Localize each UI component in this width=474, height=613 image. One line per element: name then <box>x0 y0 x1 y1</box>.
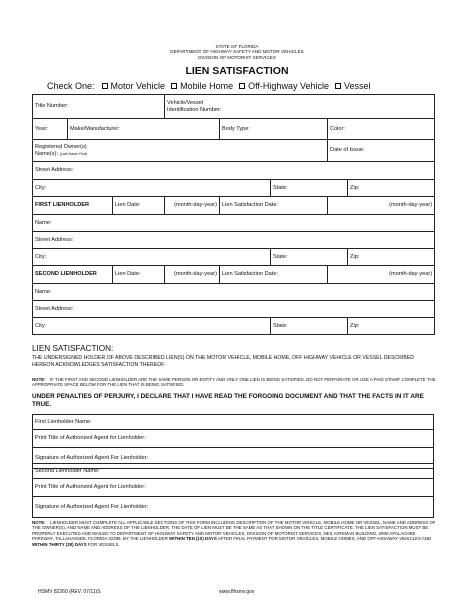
checkbox-mobile-home[interactable] <box>171 83 177 89</box>
first-satisfaction-date-field[interactable]: Lien Satisfaction Date: <box>220 197 328 215</box>
make-field[interactable]: Make/Manufacturer: <box>68 119 220 140</box>
year-field[interactable]: Year: <box>33 119 68 140</box>
division-line: DIVISION OF MOTORIST SERVICES <box>198 54 276 60</box>
second-lienholder-name-field[interactable]: Name: <box>33 284 435 301</box>
department-line: DEPARTMENT OF HIGHWAY SAFETY AND MOTOR VEHICLES <box>170 49 304 55</box>
check-one-row <box>47 81 377 91</box>
option-label: Off-Highway Vehicle <box>248 81 329 91</box>
names-label: Name(s): <box>35 150 58 157</box>
names-hint: (Last Name First) <box>59 151 88 156</box>
first-satisfaction-date-hint: (month-day-year) <box>328 197 435 215</box>
second-lienholder-zip-field[interactable]: Zip: <box>348 318 435 335</box>
vin-label-2: Identification Number: <box>167 106 222 113</box>
option-label: Vessel <box>343 81 371 91</box>
option-label: Motor Vehicle <box>110 81 166 91</box>
first-lienholder-heading: FIRST LIENHOLDER <box>33 197 113 215</box>
second-lien-date-hint: (month-day-year) <box>165 266 220 284</box>
first-lienholder-name-field[interactable]: Name: <box>33 215 435 232</box>
vehicle-lien-table <box>32 94 435 335</box>
bottom-note-text-b: AFTER FINAL PAYMENT FOR MOTOR VEHICLES, MOBILE HOMES, AND OFF-HIGHWAY VEHICLES AND <box>216 536 432 542</box>
color-field[interactable]: Color: <box>328 119 435 140</box>
first-lien-date-hint: (month-day-year) <box>165 197 220 215</box>
bottom-note-text-a: LIENHOLDER MUST COMPLETE ALL APPLICABLE SECTIONS OF THIS FORM INCLUDING DESCRIPTION OF THE MOTOR VEHICLE, MOBILE HOME OR VESSEL, NAME AND ADDRESS OF THE OWNER(S), AND NAME AND ADDRESS OF THE LIENHOLDER. THE DATE OF LIEN MUST BE THE SAME AS THAT SHOWN ON THE TITLE CERTIFICATE. THE LIEN SATISFACTION MUST BE PROPERLY EXECUTED AND MAILED TO DEPARTMENT OF HIGHWAY SAFETY AND MOTOR VEHICLES, DIVISION OF MOTORIST SERVICES, NEIL KIRKMAN BUILDING, 2900 APALACHEE PARKWAY, TALLAHASSEE, FLORIDA 32399, BY THE LIENHOLDER <box>32 520 436 542</box>
option-vessel[interactable] <box>335 81 371 91</box>
owner-city-field[interactable]: City: <box>33 180 271 197</box>
bottom-note-bold-b: WITHIN THIRTY (30) DAYS <box>32 541 87 547</box>
second-lienholder-city-field[interactable]: City: <box>33 318 271 335</box>
lien-satisfaction-heading: LIEN SATISFACTION: <box>32 344 114 353</box>
checkbox-vessel[interactable] <box>335 83 341 89</box>
second-lien-date-field[interactable]: Lien Date: <box>113 266 165 284</box>
second-satisfaction-date-field[interactable]: Lien Satisfaction Date: <box>220 266 328 284</box>
second-lienholder-heading: SECOND LIENHOLDER <box>33 266 113 284</box>
body-type-field[interactable]: Body Type: <box>220 119 328 140</box>
vin-field[interactable] <box>165 95 435 119</box>
note-text: IF THE FIRST AND SECOND LIENHOLDER ARE THE SAME PERSON OR ENTITY AND ONLY ONE LIEN IS BEING SATISFIED, DO NOT PERFORATE OR USE A PAID STAMP. COMPLETE THE APPROPRIATE SPACE BELOW FOR THE LIEN THAT IS BEING SATISFIED. <box>32 377 436 388</box>
first-signature-table <box>32 414 434 469</box>
note-label: NOTE: <box>32 377 46 382</box>
first-agent-title-field[interactable]: Print Title of Authorized Agent for Lienholder: <box>33 430 434 448</box>
bottom-note <box>32 520 436 547</box>
second-lienholder-state-field[interactable]: State: <box>271 318 348 335</box>
form-title: LIEN SATISFACTION <box>185 65 289 77</box>
state-line: STATE OF FLORIDA <box>215 44 259 49</box>
registered-owner-label: Registered Owner(s) <box>35 144 87 151</box>
date-of-issue-field[interactable]: Date of Issue: <box>328 140 435 162</box>
bottom-note-bold-a: WITHIN TEN (10) DAYS <box>169 536 217 542</box>
satisfaction-note <box>32 377 436 388</box>
second-satisfaction-date-hint: (month-day-year) <box>328 266 435 284</box>
bottom-note-text-c: FOR VESSELS. <box>86 541 120 547</box>
first-agent-signature-field[interactable]: Signature of Authorized Agent For Lienholder: <box>33 448 434 469</box>
checkbox-off-highway-vehicle[interactable] <box>239 83 245 89</box>
agency-header <box>0 44 474 60</box>
bottom-note-label: NOTE: <box>32 520 46 525</box>
satisfaction-statement: THE UNDERSIGNED HOLDER OF ABOVE DESCRIBED LIEN(S) ON THE MOTOR VEHICLE, MOBILE HOME, OFF HIGHWAY VEHICLE OR VESSEL DESCRIBED HEREON ACKNOWLEDGES SATISFACTION THEREOF. <box>32 355 415 368</box>
first-lien-date-field[interactable]: Lien Date: <box>113 197 165 215</box>
owner-names-field[interactable] <box>33 140 328 162</box>
owner-street-field[interactable]: Street Address: <box>33 162 435 180</box>
second-lienholder-name-sign-field[interactable]: Second Lienholder Name: <box>33 464 434 479</box>
first-lienholder-zip-field[interactable]: Zip: <box>348 249 435 266</box>
first-lienholder-name-sign-field[interactable]: First Lienholder Name: <box>33 415 434 430</box>
second-lienholder-street-field[interactable]: Street Address: <box>33 301 435 318</box>
second-agent-title-field[interactable]: Print Title of Authorized Agent for Lienholder: <box>33 479 434 497</box>
vin-label-1: Vehicle/Vessel <box>167 100 204 107</box>
first-lienholder-city-field[interactable]: City: <box>33 249 271 266</box>
checkbox-motor-vehicle[interactable] <box>102 83 108 89</box>
owner-zip-field[interactable]: Zip: <box>348 180 435 197</box>
perjury-declaration: UNDER PENALTIES OF PERJURY, I DECLARE THAT I HAVE READ THE FORGOING DOCUMENT AND THAT THE FACTS IN IT ARE TRUE. <box>32 393 424 408</box>
second-agent-signature-field[interactable]: Signature of Authorized Agent For Lienholder: <box>33 497 434 518</box>
owner-state-field[interactable]: State: <box>271 180 348 197</box>
title-number-field[interactable]: Title Number: <box>33 95 165 119</box>
first-lienholder-street-field[interactable]: Street Address: <box>33 232 435 249</box>
option-motor-vehicle[interactable] <box>102 81 166 91</box>
first-lienholder-state-field[interactable]: State: <box>271 249 348 266</box>
second-signature-table <box>32 463 434 518</box>
website-link[interactable]: www.flhsmv.gov <box>219 589 255 595</box>
option-label: Mobile Home <box>180 81 234 91</box>
option-off-highway-vehicle[interactable] <box>239 81 329 91</box>
form-number: HSMV 82260 (REV. 07/11)S <box>38 589 101 595</box>
check-one-label: Check One: <box>47 81 95 91</box>
option-mobile-home[interactable] <box>171 81 233 91</box>
